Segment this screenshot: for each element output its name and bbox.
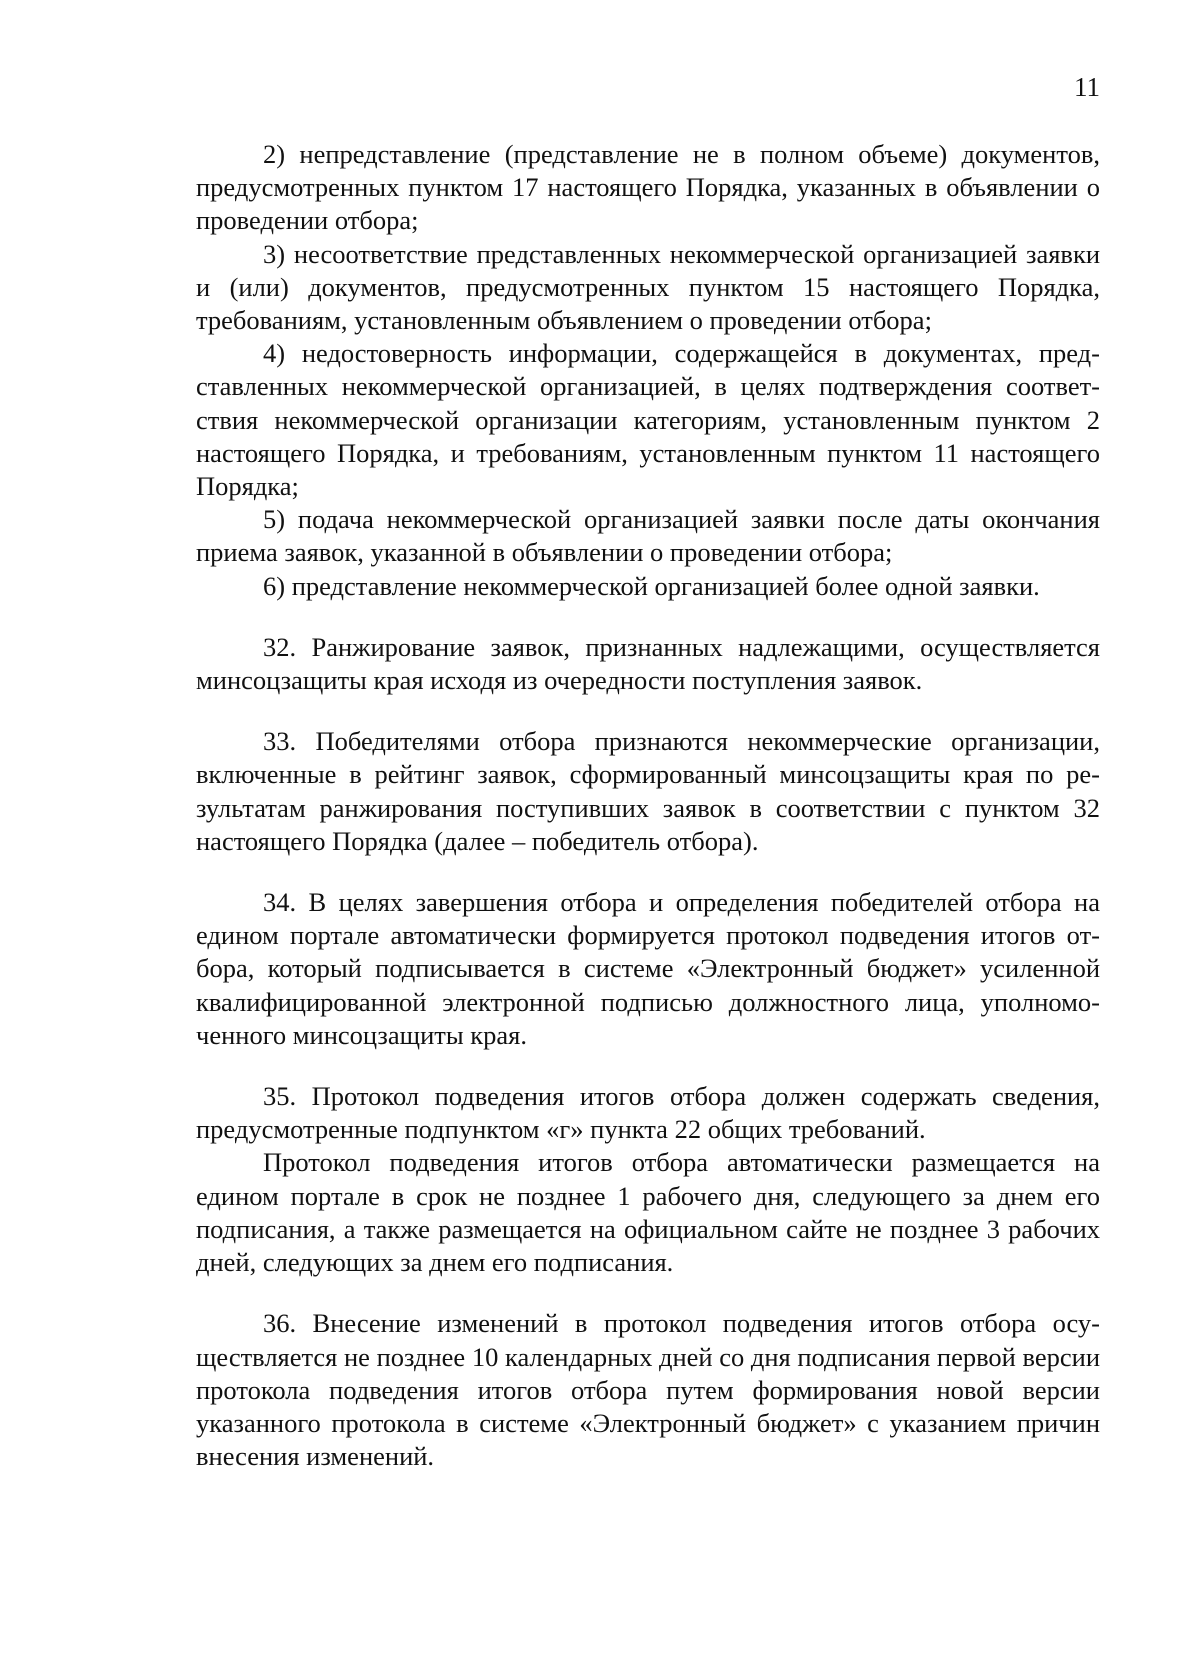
document-body — [196, 138, 1100, 1473]
paragraph: 35. Протокол подведения итогов отбора должен содержать сведения, предусмотренные подпунктом «г» пункта 22 общих требований. — [196, 1081, 1100, 1145]
paragraph: 32. Ранжирование заявок, признанных надлежащими, осуществляется минсоцзащиты края исходя из очередности поступления заявок. — [196, 631, 1100, 696]
paragraph: Протокол подведения итогов отбора автоматически размещается на едином портале в срок не позднее 1 рабочего дня, следующего за днем его подписания, а также размещается на официальном сайте не позднее 3 рабочих дней, следующих за днем его подписания. — [196, 1147, 1100, 1278]
paragraph: 4) недостоверность информации, содержащейся в документах, представленных некоммерческой организацией, в целях подтверждения соответствия некоммерческой организации категориям, установленным пунктом 2 настоящего Порядка, и требованиям, установленным пунктом 11 настоящего Порядка; — [196, 338, 1100, 502]
page-number: 11 — [1074, 72, 1100, 102]
paragraph: 36. Внесение изменений в протокол подведения итогов отбора осуществляется не позднее 10 календарных дней со дня подписания первой версии протокола подведения итогов отбора путем формирования новой версии указанного протокола в системе «Электронный бюджет» с указанием причин внесения изменений. — [196, 1308, 1100, 1472]
paragraph: 3) несоответствие представленных некоммерческой организацией заявки и (или) документов, предусмотренных пунктом 15 настоящего Порядка, требованиям, установленным объявлением о проведении отбора; — [196, 238, 1100, 336]
paragraph: 34. В целях завершения отбора и определения победителей отбора на едином портале автоматически формируется протокол подведения итогов отбора, который подписывается в системе «Электронный бюджет» усиленной квалифицированной электронной подписью должностного лица, уполномоченного минсоцзащиты края. — [196, 887, 1100, 1050]
paragraph: 5) подача некоммерческой организацией заявки после даты окончания приема заявок, указанной в объявлении о проведении отбора; — [196, 504, 1100, 568]
paragraph: 33. Победителями отбора признаются некоммерческие организации, включенные в рейтинг заявок, сформированный минсоцзащиты края по результатам ранжирования поступивших заявок в соответствии с пунктом 32 настоящего Порядка (далее – победитель отбора). — [196, 726, 1100, 856]
paragraph: 2) непредставление (представление не в полном объеме) документов, предусмотренных пунктом 17 настоящего Порядка, указанных в объявлении о проведении отбора; — [196, 139, 1100, 236]
paragraph: 6) представление некоммерческой организацией более одной заявки. — [263, 570, 1040, 601]
